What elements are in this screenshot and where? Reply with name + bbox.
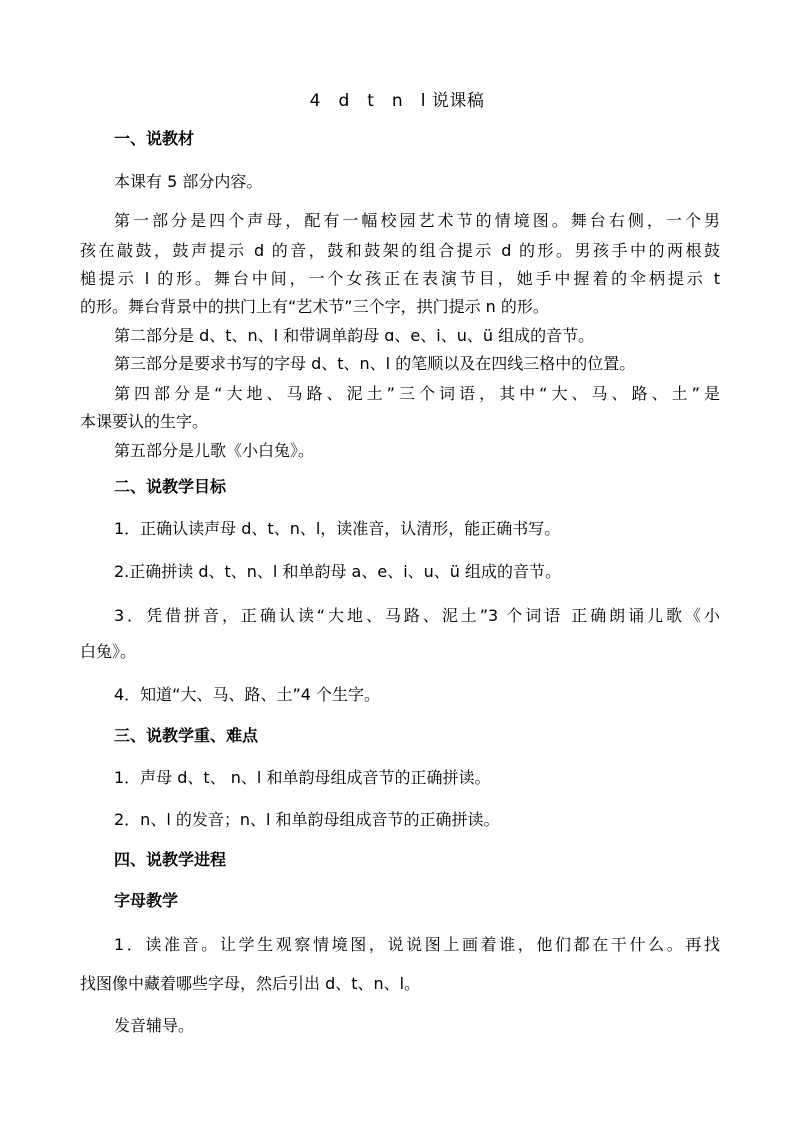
list-item-line: 1．读准音。让学生观察情境图，说说图上画着谁，他们都在干什么。再找 — [114, 935, 720, 954]
list-item-line: 白兔》。 — [80, 642, 137, 661]
list-item: 2.正确拼读 d、t、n、l 和单韵母 a、e、i、u、ü 组成的音节。 — [114, 562, 562, 581]
subsection-heading: 字母教学 — [114, 891, 179, 910]
section-heading-key-points: 三、说教学重、难点 — [114, 726, 259, 745]
section-heading-teaching-goals: 二、说教学目标 — [114, 477, 227, 496]
list-item-line: 找图像中藏着哪些字母，然后引出 d、t、n、l。 — [80, 974, 421, 993]
paragraph-line: 第一部分是四个声母，配有一幅校园艺术节的情境图。舞台右侧，一个男 — [114, 211, 720, 230]
list-item: 1．声母 d、t、 n、l 和单韵母组成音节的正确拼读。 — [114, 768, 491, 787]
paragraph: 第三部分是要求书写的字母 d、t、n、l 的笔顺以及在四线三格中的位置。 — [114, 354, 636, 373]
paragraph-line: 的形。舞台背景中的拱门上有“艺术节”三个字，拱门提示 n 的形。 — [80, 297, 549, 316]
paragraph-line: 槌提示 l 的形。舞台中间，一个女孩正在表演节目，她手中握着的伞柄提示 t — [80, 269, 720, 288]
list-item: 1．正确认读声母 d、t、n、l，读准音，认清形，能正确书写。 — [114, 519, 561, 538]
paragraph: 发音辅导。 — [114, 1016, 195, 1035]
paragraph-line: 第四部分是“大地、马路、泥土”三个词语，其中“大、马、路、土”是 — [114, 384, 720, 403]
section-heading-teaching-process: 四、说教学进程 — [114, 850, 227, 869]
paragraph: 第二部分是 d、t、n、l 和带调单韵母 ɑ、e、i、u、ü 组成的音节。 — [114, 326, 595, 345]
list-item: 2．n、l 的发音；n、l 和单韵母组成音节的正确拼读。 — [114, 810, 500, 829]
list-item: 4．知道“大、马、路、土”4 个生字。 — [114, 685, 381, 704]
section-heading-teaching-material: 一、说教材 — [114, 129, 195, 148]
page-title: 4 d t n l 说课稿 — [309, 91, 485, 111]
paragraph: 第五部分是儿歌《小白兔》。 — [114, 441, 315, 460]
list-item-line: 3．凭借拼音，正确认读“大地、马路、泥土”3 个词语 正确朗诵儿歌《小 — [114, 606, 720, 625]
paragraph-line: 孩在敲鼓，鼓声提示 d 的音，鼓和鼓架的组合提示 d 的形。男孩手中的两根鼓 — [80, 241, 720, 260]
paragraph-line: 本课要认的生字。 — [80, 412, 209, 431]
paragraph: 本课有 5 部分内容。 — [114, 172, 263, 191]
